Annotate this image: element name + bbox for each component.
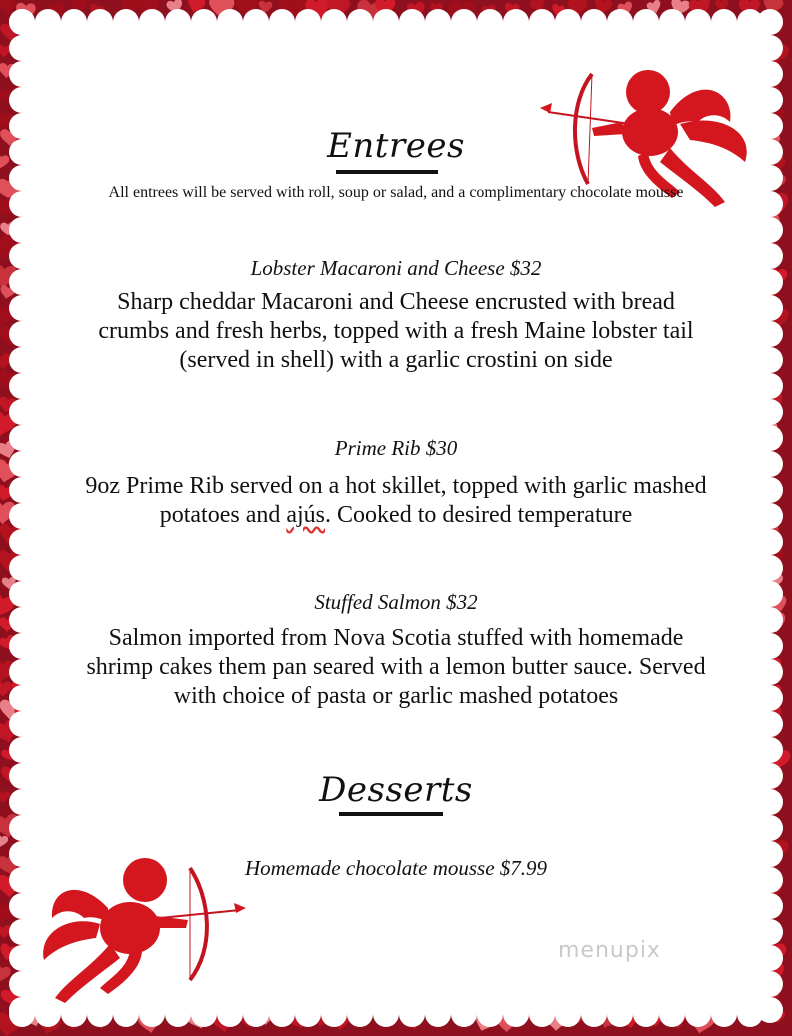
scallop-edge	[757, 425, 783, 451]
scallop-edge	[757, 659, 783, 685]
scallop-edge	[35, 9, 61, 35]
scallop-edge	[757, 971, 783, 997]
scallop-edge	[757, 789, 783, 815]
scallop-edge	[757, 633, 783, 659]
scallop-edge	[757, 269, 783, 295]
menu-item-description: Sharp cheddar Macaroni and Cheese encrusted with bread crumbs and fresh herbs, topped with a fresh Maine lobster tail (served in shell) with a garlic crostini on side	[98, 289, 694, 373]
menu-item-description: Salmon imported from Nova Scotia stuffed with homemade shrimp cakes them pan seared with a lemon butter sauce. Served with choice of pasta or garlic mashed potatoes	[86, 625, 706, 709]
scallop-edge	[757, 555, 783, 581]
scallop-edge	[757, 841, 783, 867]
scallop-edge	[9, 607, 35, 633]
scallop-edge	[757, 945, 783, 971]
scallop-edge	[757, 295, 783, 321]
scallop-edge	[757, 997, 783, 1023]
scallop-edge	[757, 763, 783, 789]
scallop-edge	[757, 321, 783, 347]
menu-item-name: Lobster Macaroni and Cheese $32	[250, 256, 542, 280]
watermark: menupix	[558, 938, 661, 963]
entrees-title: Entrees	[327, 126, 465, 166]
scallop-edge	[9, 555, 35, 581]
scallop-edge	[757, 711, 783, 737]
scallop-edge	[9, 373, 35, 399]
menu-item-name: Prime Rib $30	[334, 436, 458, 460]
scallop-edge	[757, 607, 783, 633]
scallop-edge	[9, 347, 35, 373]
scallop-edge	[9, 113, 35, 139]
scallop-edge	[9, 321, 35, 347]
menu-content	[60, 0, 732, 1036]
scallop-edge	[757, 61, 783, 87]
scallop-edge	[9, 529, 35, 555]
scallop-edge	[9, 503, 35, 529]
scallop-edge	[757, 529, 783, 555]
scallop-edge	[757, 35, 783, 61]
scallop-edge	[757, 347, 783, 373]
scallop-edge	[9, 685, 35, 711]
scallop-edge	[9, 659, 35, 685]
scallop-edge	[757, 243, 783, 269]
scallop-edge	[9, 61, 35, 87]
scallop-edge	[757, 581, 783, 607]
scallop-edge	[757, 87, 783, 113]
scallop-edge	[757, 113, 783, 139]
scallop-edge	[9, 217, 35, 243]
desserts-title: Desserts	[319, 770, 473, 810]
scallop-edge	[757, 451, 783, 477]
scallop-edge	[9, 425, 35, 451]
scallop-edge	[757, 919, 783, 945]
scallop-edge	[757, 685, 783, 711]
scallop-edge	[9, 789, 35, 815]
scallop-edge	[9, 451, 35, 477]
scallop-edge	[9, 477, 35, 503]
scallop-edge	[757, 737, 783, 763]
desserts-title-underline	[339, 812, 443, 816]
scallop-edge	[9, 87, 35, 113]
scallop-edge	[757, 399, 783, 425]
scallop-edge	[9, 295, 35, 321]
scallop-edge	[757, 9, 783, 35]
spellcheck-flagged-word: ajús	[286, 502, 326, 528]
scallop-edge	[757, 867, 783, 893]
scallop-edge	[757, 503, 783, 529]
scallop-edge	[9, 711, 35, 737]
scallop-edge	[757, 191, 783, 217]
scallop-edge	[9, 581, 35, 607]
menu-item-name: Homemade chocolate mousse $7.99	[244, 856, 548, 880]
scallop-edge	[757, 217, 783, 243]
scallop-edge	[9, 763, 35, 789]
scallop-edge	[9, 165, 35, 191]
scallop-edge	[9, 139, 35, 165]
scallop-edge	[757, 893, 783, 919]
scallop-edge	[9, 633, 35, 659]
scallop-edge	[757, 139, 783, 165]
description-text: . Cooked to desired temperature	[325, 502, 633, 528]
scallop-edge	[757, 165, 783, 191]
scallop-edge	[9, 737, 35, 763]
scallop-edge	[9, 191, 35, 217]
menu-item-description	[80, 472, 712, 530]
scallop-edge	[9, 243, 35, 269]
scallop-edge	[9, 399, 35, 425]
scallop-edge	[757, 477, 783, 503]
scallop-edge	[9, 815, 35, 841]
scallop-edge	[757, 815, 783, 841]
entrees-title-underline	[336, 170, 438, 174]
scallop-edge	[757, 373, 783, 399]
description-text: 9oz Prime Rib served on a hot skillet, topped with garlic mashed potatoes and	[85, 473, 707, 528]
scallop-edge	[9, 35, 35, 61]
menu-item-name: Stuffed Salmon $32	[314, 590, 478, 614]
scallop-edge	[9, 269, 35, 295]
scallop-edge	[9, 9, 35, 35]
entrees-intro: All entrees will be served with roll, soup or salad, and a complimentary chocolate mousse	[108, 184, 684, 201]
